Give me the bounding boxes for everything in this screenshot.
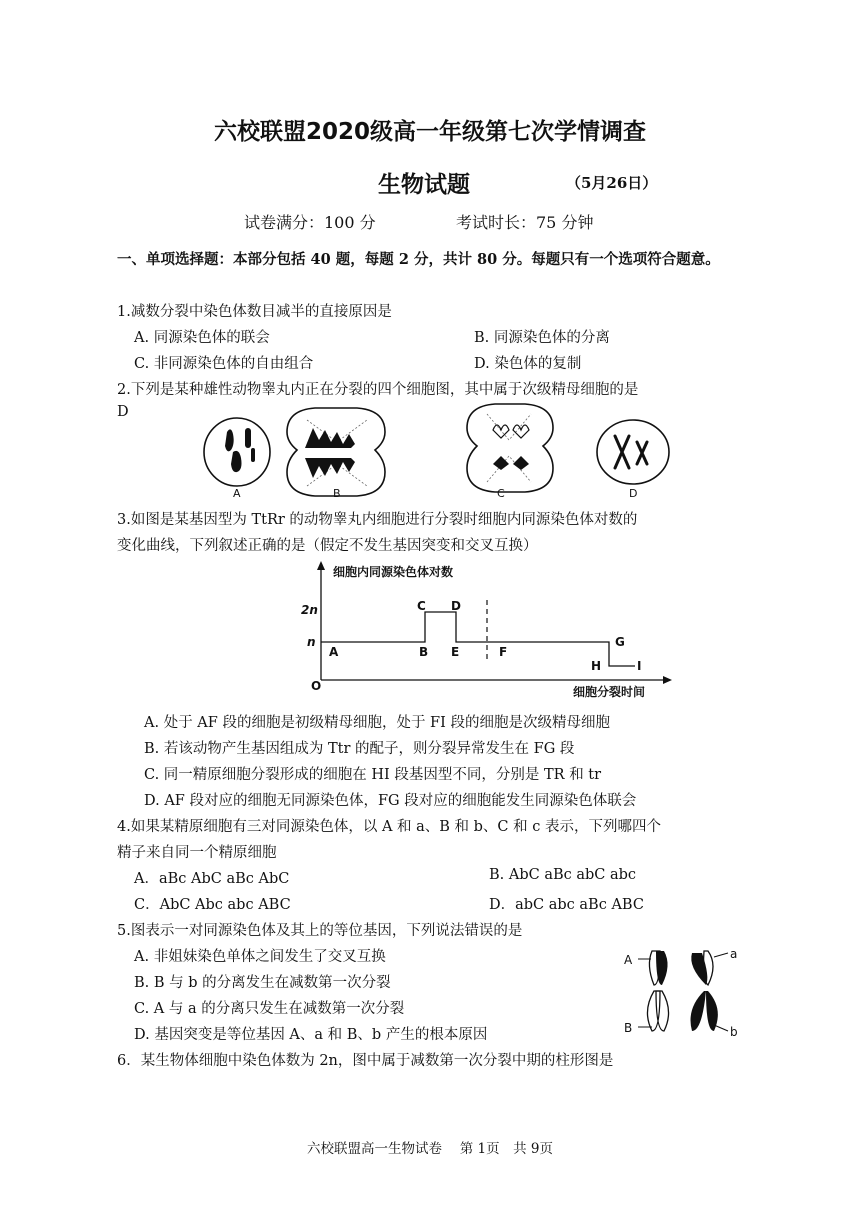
q5-option-c: C. A 与 a 的分离只发生在减数第一次分裂 (134, 1001, 405, 1017)
q3-stem-line1: 3.如图是某基因型为 TtRr 的动物睾丸内细胞进行分裂时细胞内同源染色体对数的 (117, 512, 638, 528)
exam-title: 六校联盟2020级高一年级第七次学情调查 (213, 119, 646, 145)
gene-label-B: B (624, 1021, 633, 1035)
q1-stem: 1.减数分裂中染色体数目减半的直接原因是 (117, 304, 392, 320)
q3-option-d: D. AF 段对应的细胞无同源染色体，FG 段对应的细胞能发生同源染色体联会 (144, 793, 637, 809)
q5-option-a: A. 非姐妹染色单体之间发生了交叉互换 (134, 949, 386, 965)
q2-answer: D (117, 404, 129, 420)
q4-stem-line1: 4.如果某精原细胞有三对同源染色体，以 A 和 a、B 和 b、C 和 c 表示，下列哪四个 (117, 819, 661, 835)
graph-curve (321, 612, 635, 666)
q4-option-d: D．abC abc aBc ABC (489, 897, 644, 913)
section-heading: 一、单项选择题：本部分包括 40 题，每题 2 分，共计 80 分。每题只有一个选项符合题意。 (117, 251, 720, 268)
point-c: C (417, 599, 426, 613)
gene-label-a: a (730, 947, 738, 961)
chromosome-right (691, 947, 738, 1037)
full-score: 试卷满分：100 分 (244, 213, 376, 232)
q3-stem-line2: 变化曲线，下列叙述正确的是（假定不发生基因突变和交叉互换） (117, 538, 538, 554)
point-f: F (499, 645, 508, 659)
cell-c (467, 404, 553, 500)
page-footer: 六校联盟高一生物试卷 第 1页 共 9页 (306, 1141, 554, 1157)
q2-cell-figures (195, 400, 675, 500)
q5-chromosome-figure (618, 945, 748, 1037)
graph-y-2n: 2n (301, 603, 318, 617)
graph-xlabel: 细胞分裂时间 (573, 685, 646, 698)
cell-d-label: D (629, 487, 638, 500)
q4-option-a: A．aBc AbC aBc AbC (134, 871, 290, 887)
cell-b-label: B (333, 487, 341, 500)
q5-option-d: D. 基因突变是等位基因 A、a 和 B、b 产生的根本原因 (134, 1027, 488, 1043)
gene-label-A: A (624, 953, 633, 967)
point-g: G (615, 635, 625, 649)
graph-origin: O (311, 679, 322, 693)
q4-option-b: B. AbC aBc abC abc (489, 867, 637, 883)
cell-a (204, 418, 270, 500)
cell-b (287, 408, 385, 500)
q3-option-c: C. 同一精原细胞分裂形成的细胞在 HI 段基因型不同，分别是 TR 和 tr (144, 767, 602, 783)
q3-option-b: B. 若该动物产生基因组成为 Ttr 的配子，则分裂异常发生在 FG 段 (144, 741, 575, 757)
q1-option-b: B. 同源染色体的分离 (474, 330, 610, 346)
chromosome-left (624, 951, 669, 1035)
q3-graph (295, 560, 685, 698)
point-e: E (451, 645, 460, 659)
q6-stem: 6．某生物体细胞中染色体数为 2n，图中属于减数第一次分裂中期的柱形图是 (117, 1053, 614, 1069)
q4-stem-line2: 精子来自同一个精原细胞 (117, 845, 277, 861)
duration: 考试时长：75 分钟 (456, 213, 594, 232)
point-b: B (419, 645, 429, 659)
q1-option-d: D. 染色体的复制 (474, 356, 582, 372)
point-i: I (637, 659, 642, 673)
exam-subject: 生物试题 (378, 172, 470, 198)
cell-c-label: C (497, 487, 505, 500)
cell-d (597, 420, 669, 500)
graph-y-n: n (307, 635, 316, 649)
q3-option-a: A. 处于 AF 段的细胞是初级精母细胞，处于 FI 段的细胞是次级精母细胞 (144, 715, 610, 731)
point-a: A (329, 645, 339, 659)
gene-label-b: b (730, 1025, 738, 1037)
q4-option-c: C．AbC Abc abc ABC (134, 897, 291, 913)
q1-option-c: C. 非同源染色体的自由组合 (134, 356, 314, 372)
q5-option-b: B. B 与 b 的分离发生在减数第一次分裂 (134, 975, 391, 991)
point-d: D (451, 599, 461, 613)
q1-option-a: A. 同源染色体的联会 (134, 330, 270, 346)
point-h: H (591, 659, 602, 673)
graph-ylabel: 细胞内同源染色体对数 (333, 565, 454, 579)
exam-date: （5月26日） (566, 174, 658, 192)
q5-stem: 5.图表示一对同源染色体及其上的等位基因，下列说法错误的是 (117, 923, 523, 939)
cell-a-label: A (233, 487, 241, 500)
q2-stem: 2.下列是某种雄性动物睾丸内正在分裂的四个细胞图，其中属于次级精母细胞的是 (117, 382, 639, 398)
